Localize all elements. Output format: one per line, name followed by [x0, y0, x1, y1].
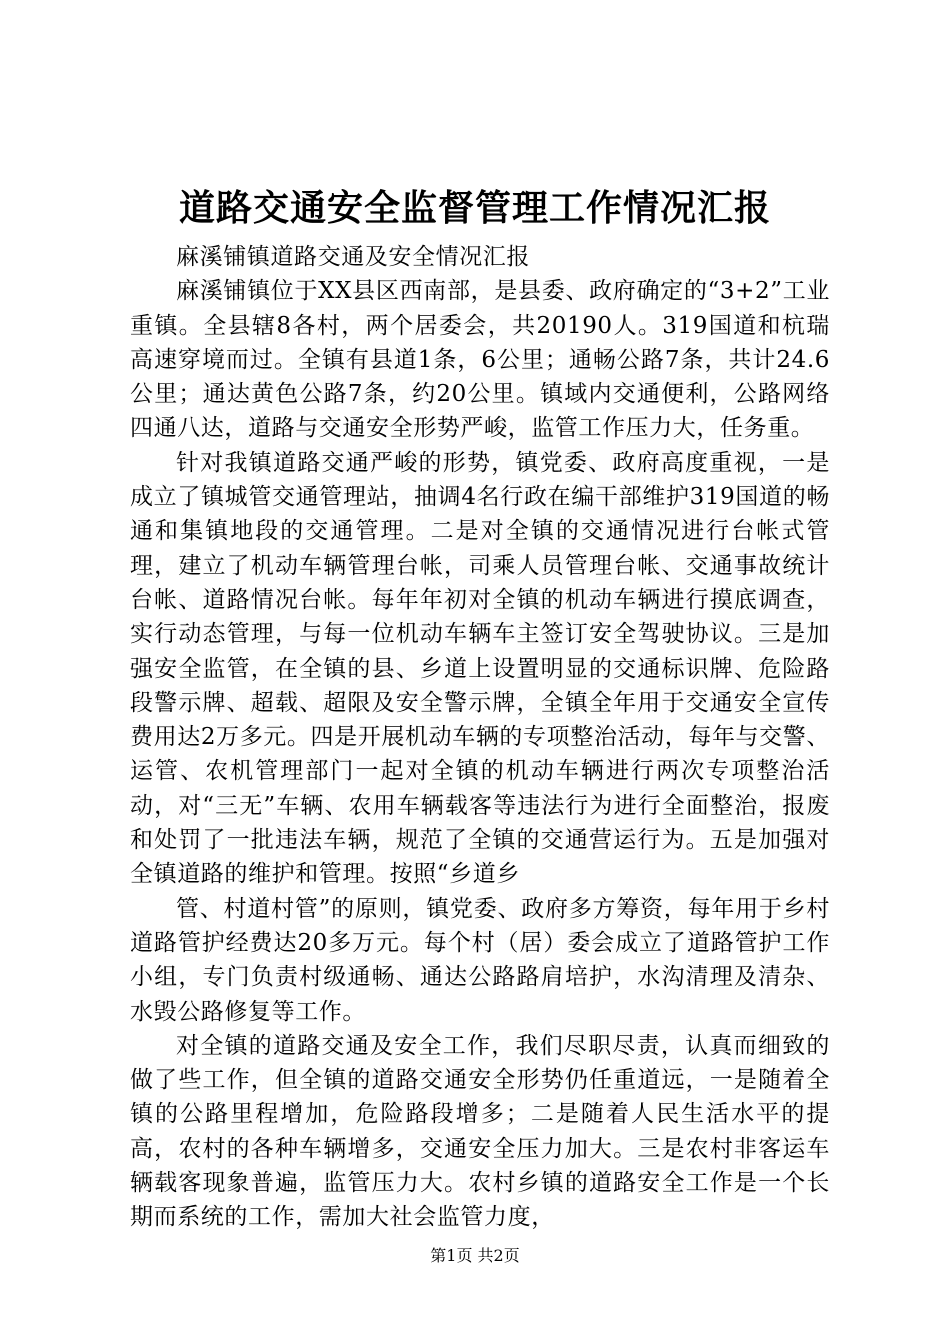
- paragraph-1: 麻溪铺镇位于XX县区西南部，是县委、政府确定的“3+2”工业重镇。全县辖8各村，两个居委会，共20190人。319国道和杭瑞高速穿境而过。全镇有县道1条，6公里；通畅公路7条，共计24.6公里；通达黄色公路7条，约20公里。镇域内交通便利，公路网络四通八达，道路与交通安全形势严峻，监管工作压力大，任务重。: [130, 278, 830, 442]
- document-title: 道路交通安全监督管理工作情况汇报: [178, 187, 771, 229]
- document-subtitle: 麻溪铺镇道路交通及安全情况汇报: [176, 244, 530, 270]
- page-number-footer: 第1页 共2页: [430, 1246, 520, 1265]
- paragraph-3: 管、村道村管”的原则，镇党委、政府多方筹资，每年用于乡村道路管护经费达20多万元。每个村（居）委会成立了道路管护工作小组，专门负责村级通畅、通达公路路肩培护，水沟清理及清杂、水毁公路修复等工作。: [130, 895, 830, 1025]
- paragraph-4: 对全镇的道路交通及安全工作，我们尽职尽责，认真而细致的做了些工作，但全镇的道路交通安全形势仍任重道远，一是随着全镇的公路里程增加，危险路段增多；二是随着人民生活水平的提高，农村的各种车辆增多，交通安全压力加大。三是农村非客运车辆载客现象普遍，监管压力大。农村乡镇的道路安全工作是一个长期而系统的工作，需加大社会监管力度，: [130, 1032, 830, 1231]
- paragraph-2: 针对我镇道路交通严峻的形势，镇党委、政府高度重视，一是成立了镇城管交通管理站，抽调4名行政在编干部维护319国道的畅通和集镇地段的交通管理。二是对全镇的交通情况进行台帐式管理，建立了机动车辆管理台帐，司乘人员管理台帐、交通事故统计台帐、道路情况台帐。每年年初对全镇的机动车辆进行摸底调查，实行动态管理，与每一位机动车辆车主签订安全驾驶协议。三是加强安全监管，在全镇的县、乡道上设置明显的交通标识牌、危险路段警示牌、超载、超限及安全警示牌，全镇全年用于交通安全宣传费用达2万多元。四是开展机动车辆的专项整治活动，每年与交警、运管、农机管理部门一起对全镇的机动车辆进行两次专项整治活动，对“三无”车辆、农用车辆载客等违法行为进行全面整治，报废和处罚了一批违法车辆，规范了全镇的交通营运行为。五是加强对全镇道路的维护和管理。按照“乡道乡: [130, 449, 830, 888]
- document-body: [130, 240, 830, 1235]
